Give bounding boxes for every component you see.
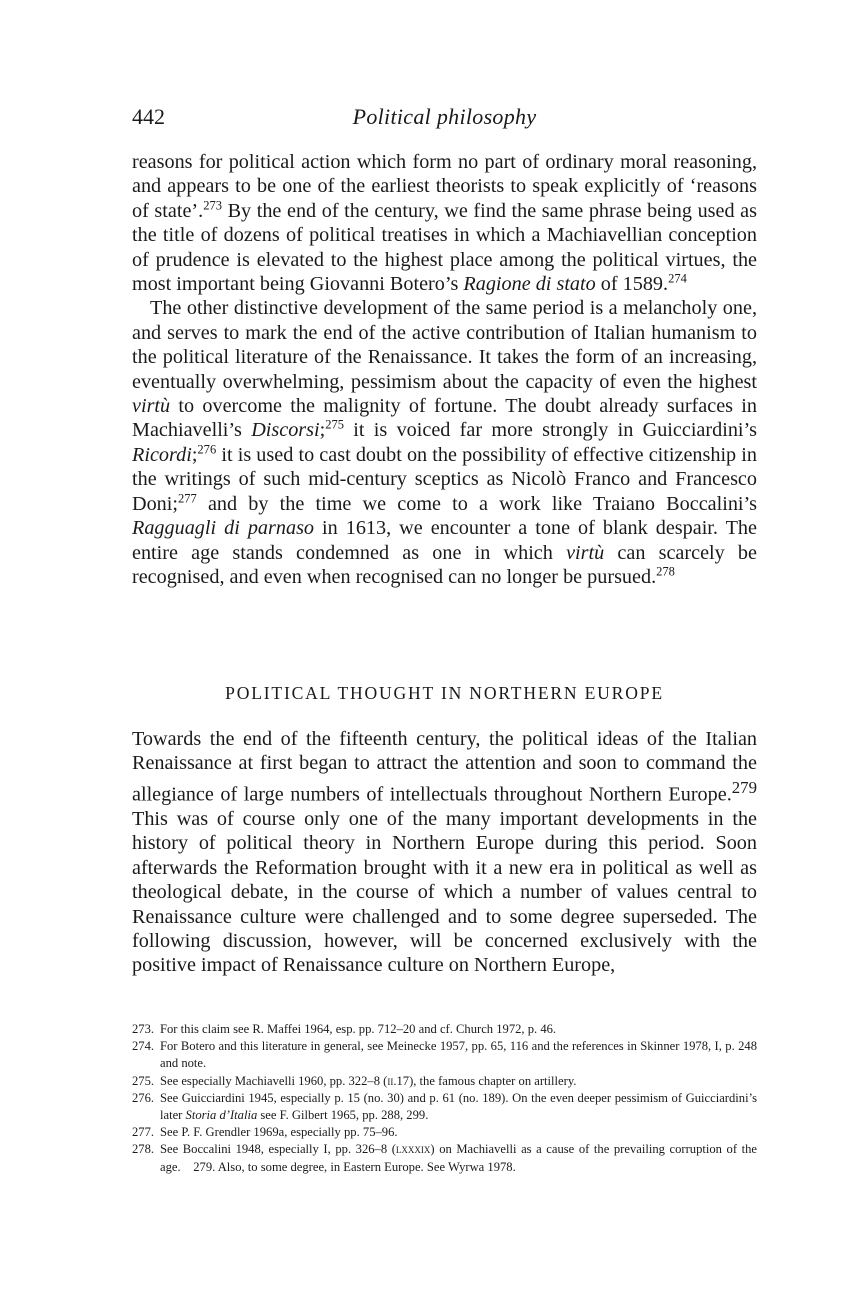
paragraph-1: reasons for political action which form no part of ordinary moral reasoning, and appears to be one of the earliest theorists to speak explicitly of ‘reasons of state’.$^{273}$ By the end of the century, we find the same phrase being used as the title of dozens of political treatises in which a Machiavellian conception of prudence is elevated to the highest place among the political virtues, the most important being Giovanni Botero’s Ragione di stato of 1589.$^{274}$ [132,151,757,296]
section-heading: POLITICAL THOUGHT IN NORTHERN EUROPE [225,683,664,703]
footnote-ref-273: 273 [203,198,222,213]
footnote-ref-275: 275 [325,417,344,432]
page-number: 442 [132,104,165,129]
footnote-277: 277. See P. F. Grendler 1969a, especially pp. 75–96. [132,1125,398,1140]
footnote-276: 276. See Guicciardini 1945, especially p. 15 (no. 30) and p. 61 (no. 189). On the even deeper pessimism of Guicciardini’s later Storia d’Italia see F. Gilbert 1965, pp. 288, 299. [132,1090,757,1123]
footnote-ref-279: 279 [731,777,757,797]
footnote-273: 273. For this claim see R. Maffei 1964, esp. pp. 712–20 and cf. Church 1972, p. 46. [132,1022,557,1036]
footnote-275: 275. See especially Machiavelli 1960, pp. 322–8 (ii.17), the famous chapter on artillery. [132,1073,577,1088]
page-header [132,104,757,134]
footnote-ref-274: 274 [668,271,687,286]
body-text-section [132,727,757,978]
paragraph-3: Towards the end of the fifteenth century, the political ideas of the Italian Renaissance at first began to attract the attention and soon to command the allegiance of large numbers of intellectuals throughout Northern Europe.$^{279}$ This was of course only one of the many important developments in the history of political theory in Northern Europe during this period. Soon afterwards the Reformation brought with it a new era in political as well as theological debate, in the course of which a number of values central to Renaissance culture were challenged and to some degree superseded. The following discussion, however, will be concerned exclusively with the positive impact of Renaissance culture on Northern Europe, [132,728,757,977]
running-title: Political philosophy [352,104,537,129]
footnotes [132,1021,757,1176]
footnote-278: 278. See Boccalini 1948, especially I, pp. 326–8 (lxxxix) on Machiavelli as a cause of the prevailing corruption of the age. 279. Also, to some degree, in Eastern Europe. See Wyrwa 1978. [132,1142,757,1174]
paragraph-2: The other distinctive development of the same period is a melancholy one, and serves to mark the end of the active contribution of Italian humanism to the political literature of the Renaissance. It takes the form of an increasing, eventually overwhelming, pessimism about the capacity of even the highest virtù to overcome the malignity of fortune. The doubt already surfaces in Machiavelli’s Discorsi;$^{275}$ it is voiced far more strongly in Guicciardini’s Ricordi;$^{276}$ it is used to cast doubt on the possibility of effective citizenship in the writings of such mid-century sceptics as Nicolò Franco and Francesco Doni;$^{277}$ and by the time we come to a work like Traiano Boccalini’s Ragguagli di parnaso in 1613, we encounter a tone of blank despair. The entire age stands condemned as one in which virtù can scarcely be recognised, and even when recognised can no longer be pursued.$^{278}$ [132,297,757,588]
footnote-274: 274. For Botero and this literature in general, see Meinecke 1957, pp. 65, 116 and the references in Skinner 1978, I, p. 248 and note. [132,1039,757,1071]
footnote-ref-276: 276 [197,442,217,457]
footnote-279: 279. Also, to some degree, in Eastern Europe. See Wyrwa 1978. [193,1159,516,1174]
body-text-top [132,150,757,589]
footnote-ref-278: 278 [656,564,675,579]
footnote-ref-277: 277 [177,490,197,505]
